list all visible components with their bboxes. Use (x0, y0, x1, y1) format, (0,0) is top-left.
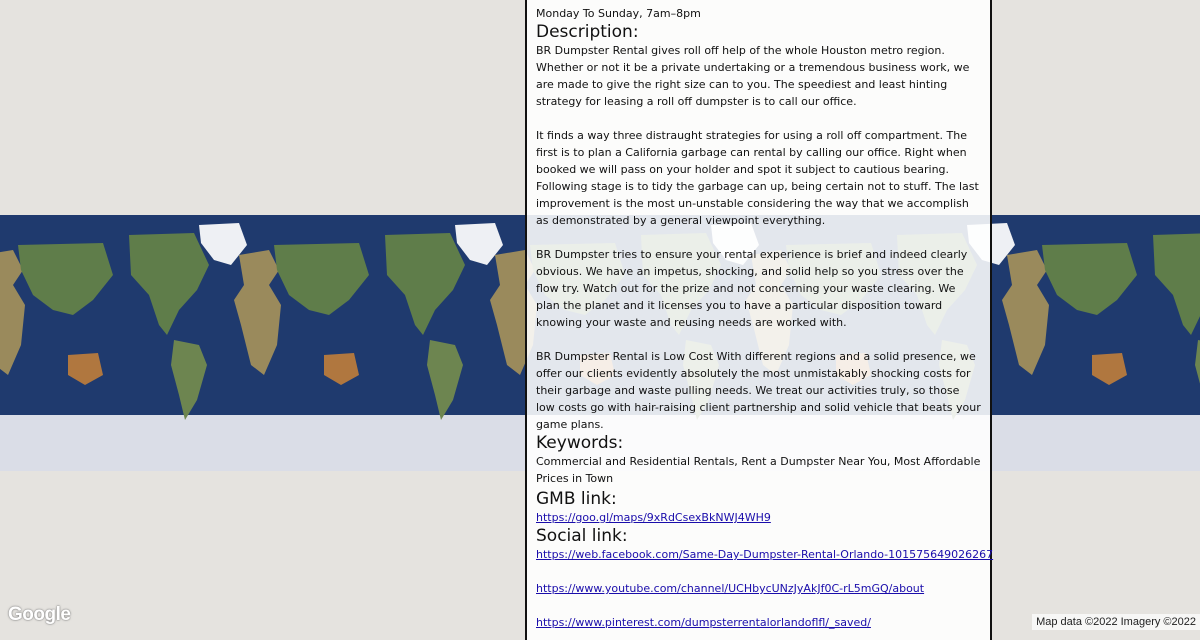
description-paragraph: BR Dumpster Rental is Low Cost With different regions and a solid presence, we offer our clients evidently absolutely the most unmistakably shocking costs for their garbage and waste pulling needs. We treat our activities truly, so those low costs go with hair-raising client partnership and solid vehicle that beats your game plans. (536, 350, 981, 431)
social-link-pinterest[interactable]: https://www.pinterest.com/dumpsterrentalorlandoflfl/_saved/ (536, 616, 871, 629)
social-heading: Social link: (536, 526, 628, 546)
business-info-panel (525, 0, 992, 640)
social-link-youtube[interactable]: https://www.youtube.com/channel/UCHbycUNzJyAkJf0C-rL5mGQ/about (536, 582, 925, 595)
business-hours: Monday To Sunday, 7am–8pm (536, 7, 701, 20)
description-heading: Description: (536, 22, 639, 42)
description-paragraph: BR Dumpster tries to ensure your rental experience is brief and indeed clearly obvious. We have an impetus, shocking, and solid help so you stress over the flow try. Watch out for the prize and not concerning your waste clearing. We plan the planet and it licenses you to have a particular disposition toward knowing your waste and reusing needs are worked with. (536, 248, 968, 329)
description-paragraph: It finds a way three distraught strategies for using a roll off compartment. The first is to plan a California garbage can rental by calling our office. Right when booked we will pass on your holder and spot it subject to cautious bearing. Following stage is to tidy the garbage can up, being certain not to stuff. The last improvement is the most un-unstable considering the way that we accomplish as demonstrated by a general viewpoint everything. (536, 129, 979, 227)
map-tile (119, 215, 375, 471)
map-tile (1143, 215, 1200, 471)
social-link-facebook[interactable]: https://web.facebook.com/Same-Day-Dumpster-Rental-Orlando-101575649026267 (536, 548, 994, 561)
map-attribution[interactable]: Map data ©2022 Imagery ©2022 (1032, 614, 1200, 630)
gmb-heading: GMB link: (536, 489, 617, 509)
gmb-link[interactable]: https://goo.gl/maps/9xRdCsexBkNWJ4WH9 (536, 511, 771, 524)
keywords-heading: Keywords: (536, 433, 624, 453)
description-paragraph: BR Dumpster Rental gives roll off help of the whole Houston metro region. Whether or not it be a private undertaking or a tremendous business work, we are made to give the right size can to you. The speediest and least hinting strategy for leasing a roll off dumpster is to call our office. (536, 44, 970, 108)
map-tile (0, 215, 119, 471)
google-logo: Google (8, 604, 71, 625)
keywords-text: Commercial and Residential Rentals, Rent a Dumpster Near You, Most Affordable Prices in Town (536, 455, 981, 485)
